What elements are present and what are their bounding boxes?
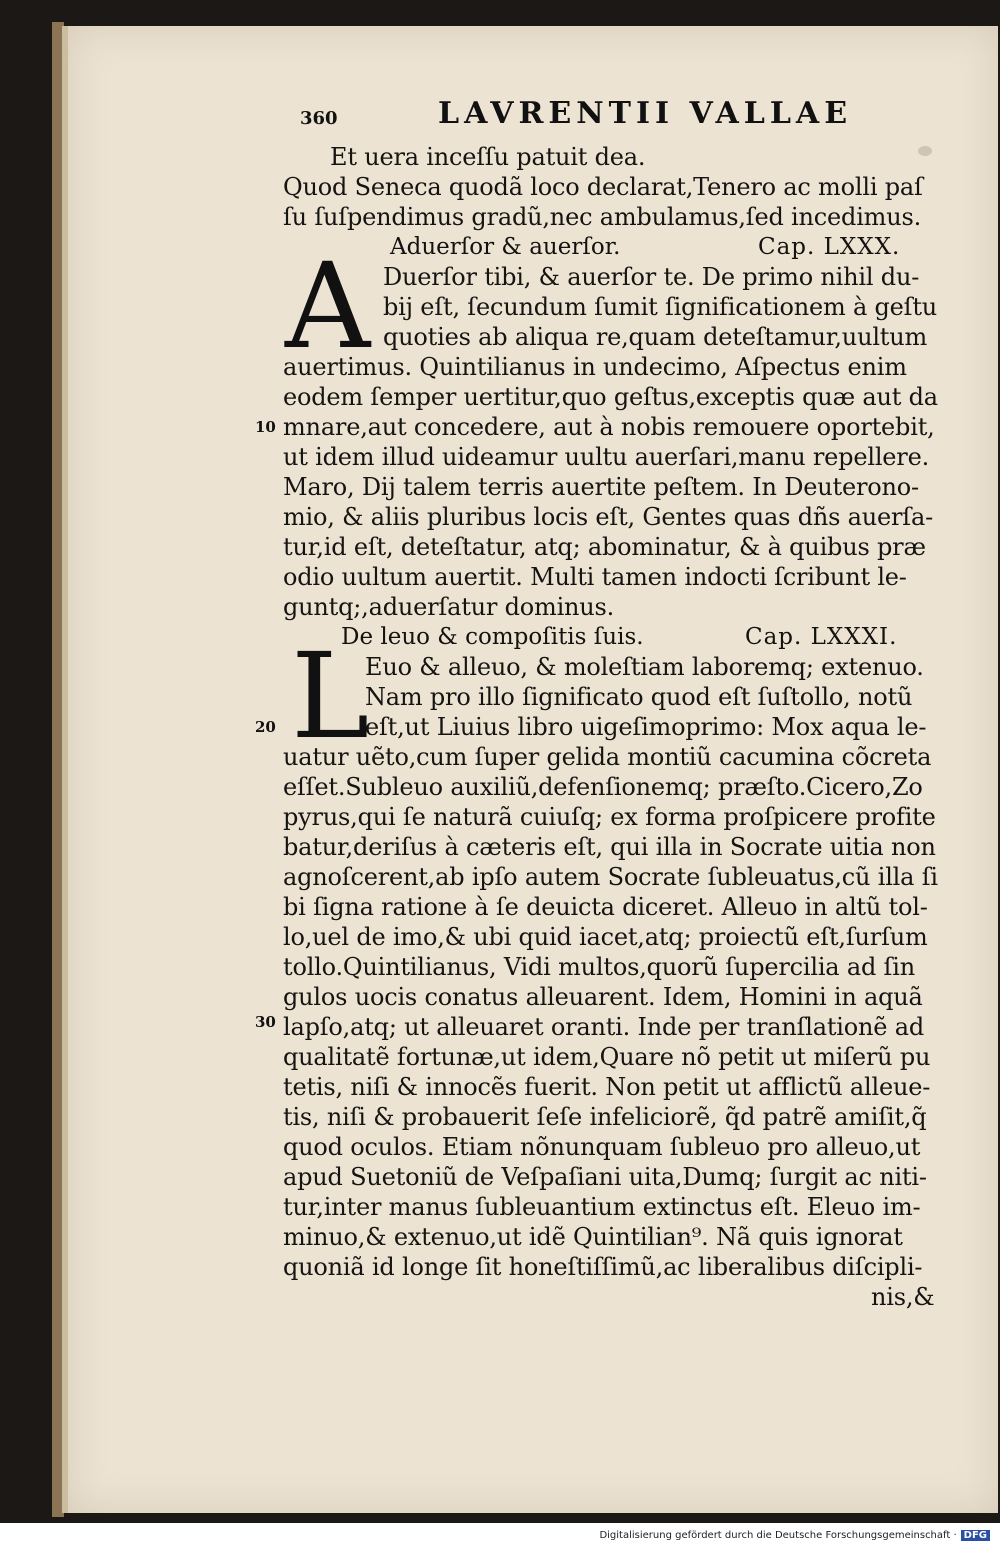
text-line: tollo.Quintilianus, Vidi multos,quorũ ſupercilia ad ſin xyxy=(283,953,915,981)
text-line: tis, niſi & probauerit ſeſe infeliciorẽ, q̃d patrẽ amiſit,q̃ xyxy=(283,1103,927,1131)
text-line: minuo,& extenuo,ut idẽ Quintilian⁹. Nã quis ignorat xyxy=(283,1223,903,1251)
catchword: nis,& xyxy=(871,1283,935,1311)
text-line: eſt,ut Liuius libro uigeſimoprimo: Mox aqua le- xyxy=(365,713,927,741)
text-line: Euo & alleuo, & moleſtiam laboremq; extenuo. xyxy=(365,653,924,681)
text-line: bij eſt, ſecundum ſumit ſignificationem à geſtu xyxy=(383,293,938,321)
margin-line-number: 10 xyxy=(255,418,276,436)
margin-line-number: 20 xyxy=(255,718,276,736)
text-line: quoniã id longe ſit honeſtiſſimũ,ac liberalibus diſcipli- xyxy=(283,1253,923,1281)
digitization-credit xyxy=(599,1530,990,1541)
text-line: quoties ab aliqua re,quam deteſtamur,uultum xyxy=(383,323,928,351)
text-line: mnare,aut concedere, aut à nobis remouere oportebit, xyxy=(283,413,935,441)
text-line: uatur uẽto,cum ſuper gelida montiũ cacumina cõcreta xyxy=(283,743,932,771)
text-line: ut idem illud uideamur uultu auerſari,manu repellere. xyxy=(283,443,930,471)
text-line: auertimus. Quintilianus in undecimo, Aſpectus enim xyxy=(283,353,907,381)
text-line: lapſo,atq; ut alleuaret oranti. Inde per tranſlationẽ ad xyxy=(283,1013,924,1041)
credit-text: Digitalisierung gefördert durch die Deutsche Forschungsgemeinschaft · xyxy=(599,1530,957,1541)
running-head xyxy=(300,96,940,136)
text-line: Maro, Dij talem terris auertite peſtem. In Deuterono- xyxy=(283,473,919,501)
margin-line-number: 30 xyxy=(255,1013,276,1031)
page-number: 360 xyxy=(300,108,338,129)
text-line: tur,id eſt, deteſtatur, atq; abominatur, & à quibus præ xyxy=(283,533,926,561)
text-line: agnoſcerent,ab ipſo autem Socrate ſubleuatus,cũ illa ſi xyxy=(283,863,938,891)
text-line: guntq;,aduerſatur dominus. xyxy=(283,593,615,621)
text-line: Et uera inceſſu patuit dea. xyxy=(330,143,646,171)
drop-cap-a: A xyxy=(285,237,371,375)
chapter-number: Cap. LXXXI. xyxy=(745,624,898,650)
chapter-heading: De leuo & compoſitis ſuis. xyxy=(341,624,644,650)
text-line: apud Suetoniũ de Veſpaſiani uita,Dumq; ſurgit ac niti- xyxy=(283,1163,927,1191)
text-line: tetis, niſi & innocẽs fuerit. Non petit ut afflictũ alleue- xyxy=(283,1073,931,1101)
chapter-number: Cap. LXXX. xyxy=(758,234,901,260)
text-line: Quod Seneca quodã loco declarat,Tenero ac molli paſ xyxy=(283,173,923,201)
text-line: Duerſor tibi, & auerſor te. De primo nihil du- xyxy=(383,263,920,291)
text-line: lo,uel de imo,& ubi quid iacet,atq; proiectũ eſt,ſurſum xyxy=(283,923,928,951)
text-line: pyrus,qui ſe naturã cuiuſq; ex forma proſpicere profite xyxy=(283,803,936,831)
text-line: bi ſigna ratione à ſe deuicta diceret. Alleuo in altũ tol- xyxy=(283,893,928,921)
text-line: tur,inter manus ſubleuantium extinctus eſt. Eleuo im- xyxy=(283,1193,921,1221)
text-line: quod oculos. Etiam nõnunquam ſubleuo pro alleuo,ut xyxy=(283,1133,921,1161)
text-line: ſu ſuſpendimus gradũ,nec ambulamus,ſed incedimus. xyxy=(283,203,922,231)
text-line: eodem ſemper uertitur,quo geſtus,exceptis quæ aut da xyxy=(283,383,938,411)
text-line: gulos uocis conatus alleuarent. Idem, Homini in aquã xyxy=(283,983,923,1011)
text-line: eſſet.Subleuo auxiliũ,defenſionemq; præſto.Cicero,Zo xyxy=(283,773,923,801)
chapter-heading: Aduerſor & auerſor. xyxy=(390,234,621,260)
text-line: Nam pro illo ſignificato quod eſt ſuſtollo, notũ xyxy=(365,683,913,711)
running-title: LAVRENTII VALLAE xyxy=(438,96,853,131)
dfg-logo: DFG xyxy=(961,1530,990,1541)
ink-spot xyxy=(918,146,932,156)
text-line: mio, & aliis pluribus locis eſt, Gentes quas dñs auerſa- xyxy=(283,503,934,531)
text-line: odio uultum auertit. Multi tamen indocti ſcribunt le- xyxy=(283,563,907,591)
text-line: qualitatẽ fortunæ,ut idem,Quare nõ petit ut miſerũ pu xyxy=(283,1043,931,1071)
text-line: batur,deriſus à cæteris eſt, qui illa in Socrate uitia non xyxy=(283,833,936,861)
drop-cap-l: L xyxy=(291,627,370,765)
